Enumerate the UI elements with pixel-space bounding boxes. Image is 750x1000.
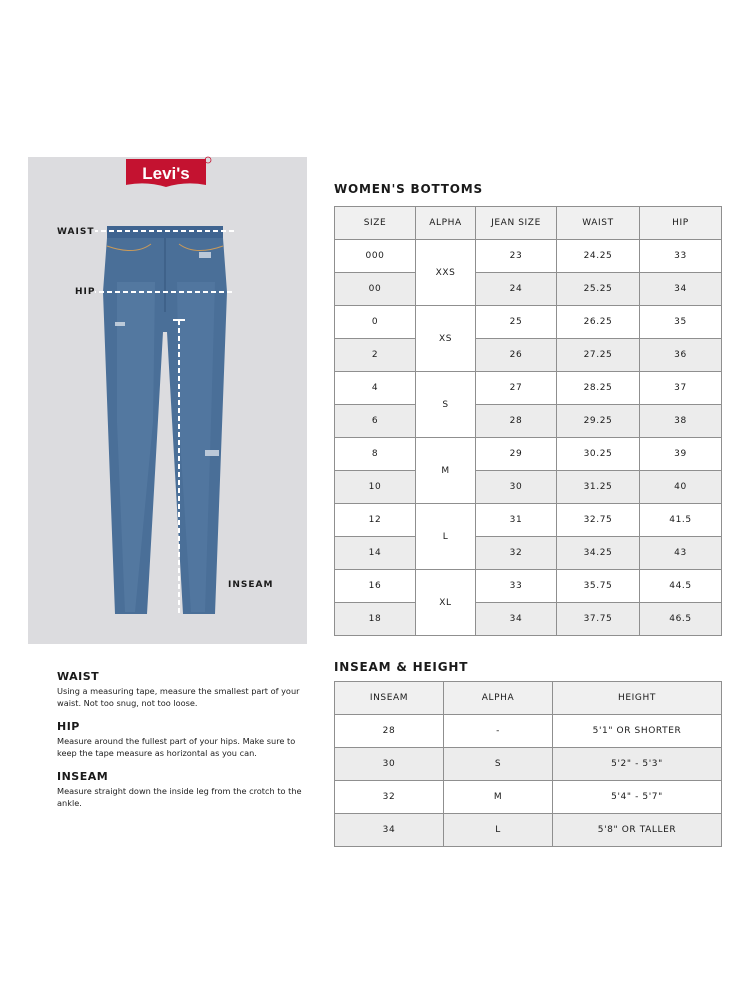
bottoms-title: WOMEN'S BOTTOMS [334, 182, 483, 196]
height-cell: 5'8" OR TALLER [553, 814, 722, 847]
alpha-cell: - [444, 715, 553, 748]
table-row [335, 537, 722, 570]
header-alpha: ALPHA [416, 207, 476, 240]
jean-cell: 32 [476, 537, 557, 570]
jean-cell: 26 [476, 339, 557, 372]
jean-cell: 31 [476, 504, 557, 537]
waist-cell: 24.25 [557, 240, 640, 273]
waist-cell: 32.75 [557, 504, 640, 537]
waist-cell: 27.25 [557, 339, 640, 372]
waist-cell: 30.25 [557, 438, 640, 471]
size-cell: 0 [335, 306, 416, 339]
inseam-info-text: Measure straight down the inside leg from the crotch to the ankle. [57, 786, 302, 808]
waist-info-text: Using a measuring tape, measure the smallest part of your waist. Not too snug, not too loose. [57, 686, 300, 708]
jean-cell: 24 [476, 273, 557, 306]
table-row [335, 471, 722, 504]
alpha-cell: S [416, 372, 476, 438]
size-cell: 8 [335, 438, 416, 471]
size-cell: 10 [335, 471, 416, 504]
header-height: HEIGHT [553, 682, 722, 715]
waist-info-title: WAIST [57, 670, 100, 683]
size-cell: 00 [335, 273, 416, 306]
waist-cell: 25.25 [557, 273, 640, 306]
inseam-title: INSEAM & HEIGHT [334, 660, 469, 674]
alpha-cell: M [416, 438, 476, 504]
inseam-cell: 30 [335, 748, 444, 781]
alpha-cell: S [444, 748, 553, 781]
table-row [335, 438, 722, 471]
size-cell: 6 [335, 405, 416, 438]
inseam-cell: 32 [335, 781, 444, 814]
table-row [335, 603, 722, 636]
bottoms-table [334, 206, 722, 636]
size-cell: 18 [335, 603, 416, 636]
table-row [335, 504, 722, 537]
waist-cell: 34.25 [557, 537, 640, 570]
alpha-cell: XL [416, 570, 476, 636]
hip-cell: 38 [640, 405, 722, 438]
inseam-cell: 34 [335, 814, 444, 847]
inseam-cell: 28 [335, 715, 444, 748]
height-cell: 5'4" - 5'7" [553, 781, 722, 814]
size-cell: 4 [335, 372, 416, 405]
alpha-cell: L [416, 504, 476, 570]
inseam-header-row [335, 682, 722, 715]
waist-cell: 31.25 [557, 471, 640, 504]
table-row [335, 405, 722, 438]
table-row [335, 781, 722, 814]
jean-cell: 28 [476, 405, 557, 438]
size-cell: 14 [335, 537, 416, 570]
table-row [335, 240, 722, 273]
header-jean-size: JEAN SIZE [476, 207, 557, 240]
alpha-cell: L [444, 814, 553, 847]
size-cell: 12 [335, 504, 416, 537]
waist-info [57, 670, 317, 709]
hip-label: HIP [75, 287, 96, 297]
hip-cell: 34 [640, 273, 722, 306]
jean-cell: 25 [476, 306, 557, 339]
table-row [335, 273, 722, 306]
jean-cell: 34 [476, 603, 557, 636]
hip-info-title: HIP [57, 720, 80, 733]
waist-cell: 37.75 [557, 603, 640, 636]
height-cell: 5'1" OR SHORTER [553, 715, 722, 748]
hip-cell: 33 [640, 240, 722, 273]
size-cell: 2 [335, 339, 416, 372]
jean-cell: 23 [476, 240, 557, 273]
hip-cell: 40 [640, 471, 722, 504]
alpha-cell: M [444, 781, 553, 814]
header-size: SIZE [335, 207, 416, 240]
hip-info-text: Measure around the fullest part of your hips. Make sure to keep the tape measure as horizontal as you can. [57, 736, 296, 758]
table-row [335, 306, 722, 339]
height-cell: 5'2" - 5'3" [553, 748, 722, 781]
jean-cell: 30 [476, 471, 557, 504]
hip-cell: 46.5 [640, 603, 722, 636]
table-row [335, 372, 722, 405]
table-row [335, 748, 722, 781]
waist-cell: 29.25 [557, 405, 640, 438]
waist-cell: 28.25 [557, 372, 640, 405]
hip-cell: 39 [640, 438, 722, 471]
jean-cell: 33 [476, 570, 557, 603]
waist-label: WAIST [57, 227, 95, 237]
hip-cell: 35 [640, 306, 722, 339]
levis-logo [120, 155, 212, 195]
bottoms-header-row [335, 207, 722, 240]
header-waist: WAIST [557, 207, 640, 240]
size-cell: 16 [335, 570, 416, 603]
alpha-cell: XS [416, 306, 476, 372]
hip-cell: 37 [640, 372, 722, 405]
hip-cell: 44.5 [640, 570, 722, 603]
table-row [335, 814, 722, 847]
inseam-table [334, 681, 722, 847]
logo-text: Levi's [142, 164, 190, 183]
table-row [335, 715, 722, 748]
header-alpha: ALPHA [444, 682, 553, 715]
jean-cell: 27 [476, 372, 557, 405]
table-row [335, 339, 722, 372]
header-hip: HIP [640, 207, 722, 240]
inseam-label: INSEAM [228, 580, 274, 590]
hip-cell: 36 [640, 339, 722, 372]
table-row [335, 570, 722, 603]
hip-info [57, 720, 317, 759]
jeans-illustration [95, 222, 235, 622]
alpha-cell: XXS [416, 240, 476, 306]
header-inseam: INSEAM [335, 682, 444, 715]
hip-cell: 43 [640, 537, 722, 570]
waist-cell: 35.75 [557, 570, 640, 603]
inseam-info [57, 770, 317, 809]
waist-cell: 26.25 [557, 306, 640, 339]
hip-cell: 41.5 [640, 504, 722, 537]
jean-cell: 29 [476, 438, 557, 471]
size-cell: 000 [335, 240, 416, 273]
inseam-info-title: INSEAM [57, 770, 109, 783]
